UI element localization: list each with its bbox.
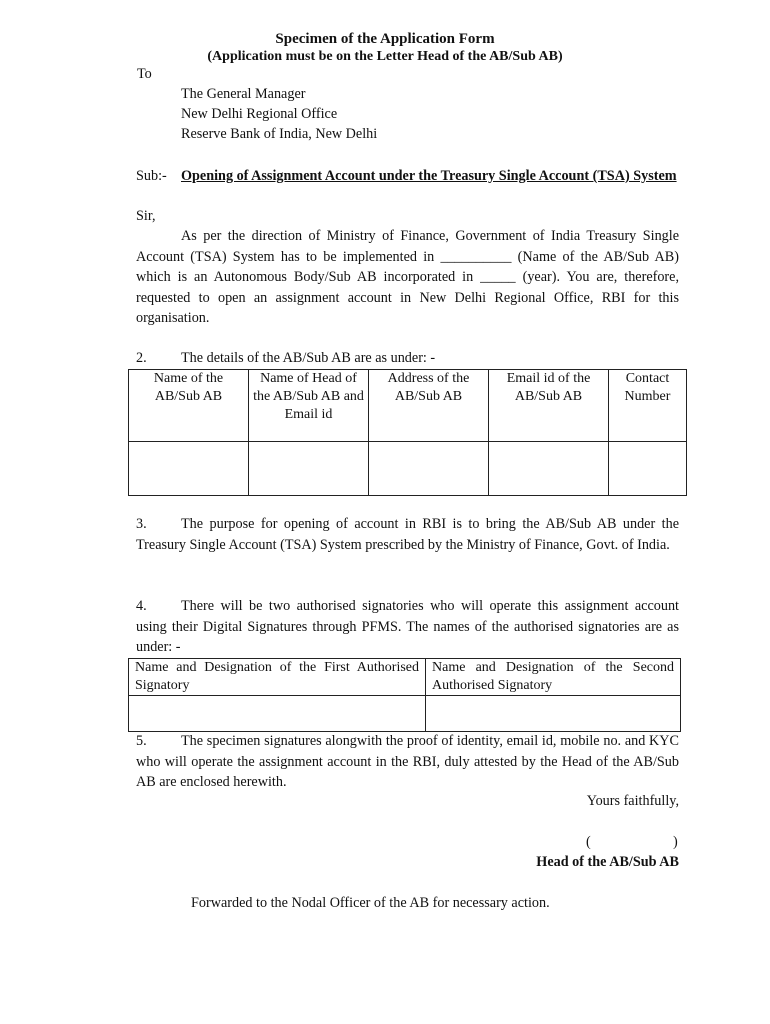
addressee-line-2: New Delhi Regional Office xyxy=(181,106,338,122)
details-header-email: Email id of the AB/Sub AB xyxy=(489,370,609,442)
head-signature-label: Head of the AB/Sub AB xyxy=(536,854,679,870)
subject-label: Sub:- xyxy=(136,168,167,184)
signatory-header-first: Name and Designation of the First Authorised Signatory xyxy=(129,659,426,696)
details-header-address: Address of the AB/Sub AB xyxy=(369,370,489,442)
subject-text: Opening of Assignment Account under the Treasury Single Account (TSA) System xyxy=(181,168,677,184)
paragraph-3 xyxy=(136,514,679,555)
signatory-table xyxy=(128,658,681,732)
paragraph-3-text: The purpose for opening of account in RBI is to bring the AB/Sub AB under the Treasury Single Account (TSA) System prescribed by the Ministry of Finance, Govt. of India. xyxy=(136,516,679,553)
signatory-header-second: Name and Designation of the Second Authorised Signatory xyxy=(426,659,681,696)
paragraph-4 xyxy=(136,596,679,658)
signatory-cell-second[interactable] xyxy=(426,696,681,732)
paragraph-3-number: 3. xyxy=(136,516,147,532)
form-title: Specimen of the Application Form xyxy=(275,31,495,47)
yours-faithfully: Yours faithfully, xyxy=(586,793,679,809)
details-cell-contact[interactable] xyxy=(609,442,687,496)
salutation: Sir, xyxy=(136,208,156,224)
to-label: To xyxy=(137,66,152,82)
paragraph-4-text: There will be two authorised signatories who will operate this assignment account using their Digital Signatures through PFMS. The names of the authorised signatories are as under: - xyxy=(136,598,679,655)
form-subtitle: (Application must be on the Letter Head of the AB/Sub AB) xyxy=(207,49,563,64)
signatory-cell-first[interactable] xyxy=(129,696,426,732)
paragraph-1: As per the direction of Ministry of Finance, Government of India Treasury Single Account (TSA) System has to be implemented in __________ (Name of the AB/Sub AB) which is an Autonomous Body/Sub AB incorporated in _____ (year). You are, therefore, requested to open an assignment account in New Delhi Regional Office, RBI for this organisation. xyxy=(136,228,679,326)
details-cell-name[interactable] xyxy=(129,442,249,496)
signature-bracket-close: ) xyxy=(673,834,678,850)
addressee-line-1: The General Manager xyxy=(181,86,306,102)
signatory-table-blank-row xyxy=(129,696,681,732)
paragraph-4-number: 4. xyxy=(136,598,147,614)
details-header-name: Name of the AB/Sub AB xyxy=(129,370,249,442)
paragraph-5 xyxy=(136,731,679,793)
details-table-blank-row xyxy=(129,442,687,496)
details-cell-head[interactable] xyxy=(249,442,369,496)
signature-bracket-open: ( xyxy=(586,834,591,850)
details-table xyxy=(128,369,687,496)
details-table-header-row xyxy=(129,370,687,442)
details-cell-email[interactable] xyxy=(489,442,609,496)
paragraph-2-number: 2. xyxy=(136,350,147,366)
forwarded-note: Forwarded to the Nodal Officer of the AB for necessary action. xyxy=(191,895,550,911)
paragraph-5-number: 5. xyxy=(136,733,147,749)
addressee-line-3: Reserve Bank of India, New Delhi xyxy=(181,126,378,142)
details-header-contact: Contact Number xyxy=(609,370,687,442)
signatory-table-header-row xyxy=(129,659,681,696)
paragraph-2 xyxy=(136,348,679,369)
details-header-head: Name of Head of the AB/Sub AB and Email id xyxy=(249,370,369,442)
details-cell-address[interactable] xyxy=(369,442,489,496)
paragraph-2-text: The details of the AB/Sub AB are as under: - xyxy=(181,350,436,366)
paragraph-5-text: The specimen signatures alongwith the proof of identity, email id, mobile no. and KYC who will operate the assignment account in the RBI, duly attested by the Head of the AB/Sub AB are enclosed herewith. xyxy=(136,733,679,790)
